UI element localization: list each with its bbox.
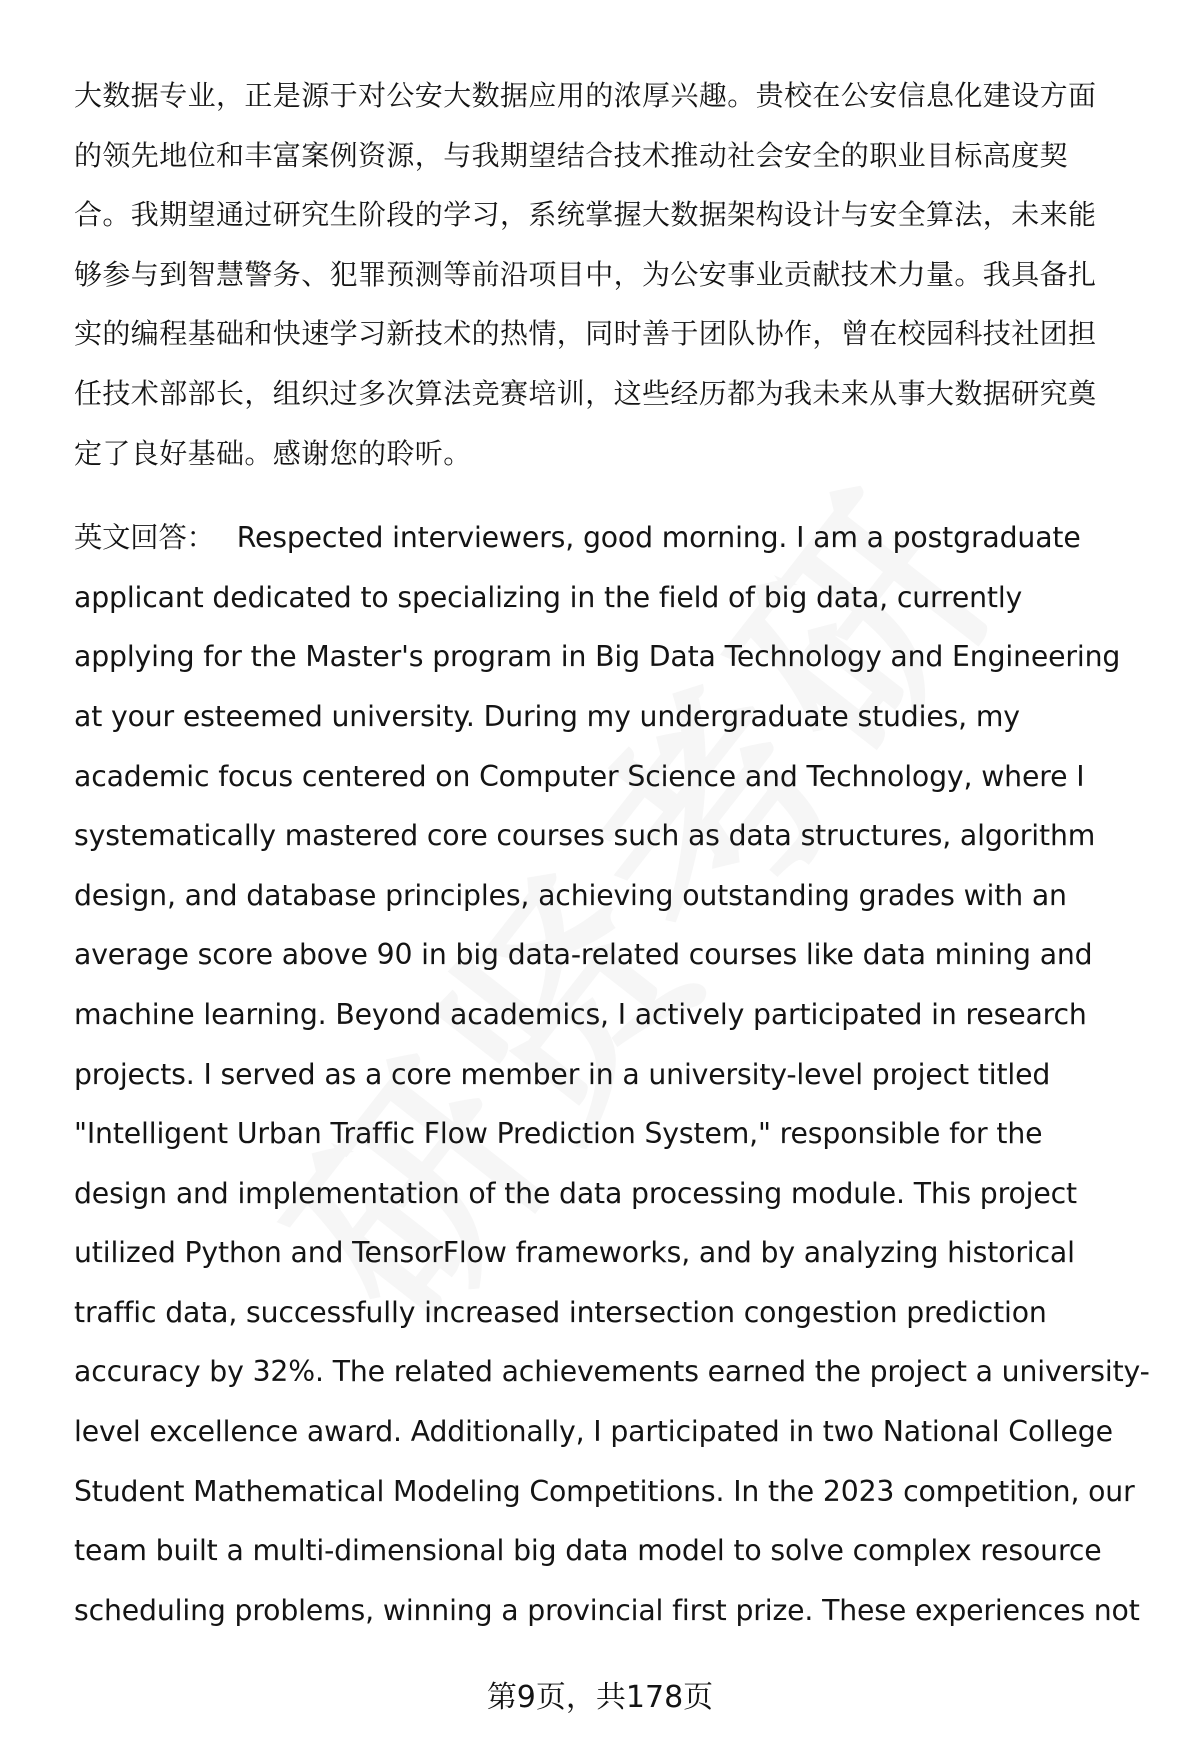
english-first-line: Respected interviewers, good morning. I am a postgraduate [236, 521, 1081, 555]
page-footer [0, 1672, 1200, 1716]
text-line: level excellence award. Additionally, I participated in two National College [74, 1415, 1113, 1449]
text-line: 任技术部部长，组织过多次算法竞赛培训，这些经历都为我未来从事大数据研究奠 [74, 376, 1097, 410]
text-line: applying for the Master's program in Big Data Technology and Engineering [74, 640, 1121, 674]
text-line: traffic data, successfully increased intersection congestion prediction [74, 1295, 1047, 1329]
text-line: design and implementation of the data processing module. This project [74, 1176, 1077, 1210]
text-line: 合。我期望通过研究生阶段的学习，系统掌握大数据架构设计与安全算法，未来能 [74, 198, 1097, 232]
text-line: utilized Python and TensorFlow frameworks, and by analyzing historical [74, 1236, 1075, 1270]
text-line: applicant dedicated to specializing in the field of big data, currently [74, 580, 1023, 614]
text-line: Student Mathematical Modeling Competitions. In the 2023 competition, our [74, 1474, 1135, 1508]
text-line: systematically mastered core courses such as data structures, algorithm [74, 819, 1096, 853]
text-line: 的领先地位和丰富案例资源，与我期望结合技术推动社会安全的职业目标高度契 [74, 138, 1069, 172]
page-number: 第9页，共178页 [486, 1680, 714, 1715]
text-line: scheduling problems, winning a provincial first prize. These experiences not [74, 1593, 1140, 1627]
text-line: 定了良好基础。感谢您的聆听。 [74, 436, 472, 470]
text-line: academic focus centered on Computer Science and Technology, where I [74, 759, 1085, 793]
english-answer-paragraph [74, 508, 1164, 1640]
english-answer-label: 英文回答： [74, 521, 215, 555]
page-content [74, 66, 1164, 1640]
text-line [74, 508, 1164, 568]
text-line: team built a multi-dimensional big data model to solve complex resource [74, 1534, 1102, 1568]
text-line: at your esteemed university. During my undergraduate studies, my [74, 699, 1020, 733]
text-line: 大数据专业，正是源于对公安大数据应用的浓厚兴趣。贵校在公安信息化建设方面 [74, 79, 1097, 112]
text-line: machine learning. Beyond academics, I actively participated in research [74, 997, 1087, 1031]
text-line: accuracy by 32%. The related achievements earned the project a university- [74, 1355, 1150, 1389]
text-line: projects. I served as a core member in a university-level project titled [74, 1057, 1051, 1091]
text-line: 够参与到智慧警务、犯罪预测等前沿项目中，为公安事业贡献技术力量。我具备扎 [74, 257, 1097, 291]
text-line: design, and database principles, achieving outstanding grades with an [74, 878, 1067, 912]
chinese-answer-paragraph [74, 66, 1164, 483]
text-line: average score above 90 in big data-related courses like data mining and [74, 938, 1093, 972]
text-line: 实的编程基础和快速学习新技术的热情，同时善于团队协作，曾在校园科技社团担 [74, 317, 1097, 351]
text-line: "Intelligent Urban Traffic Flow Prediction System," responsible for the [74, 1117, 1043, 1151]
